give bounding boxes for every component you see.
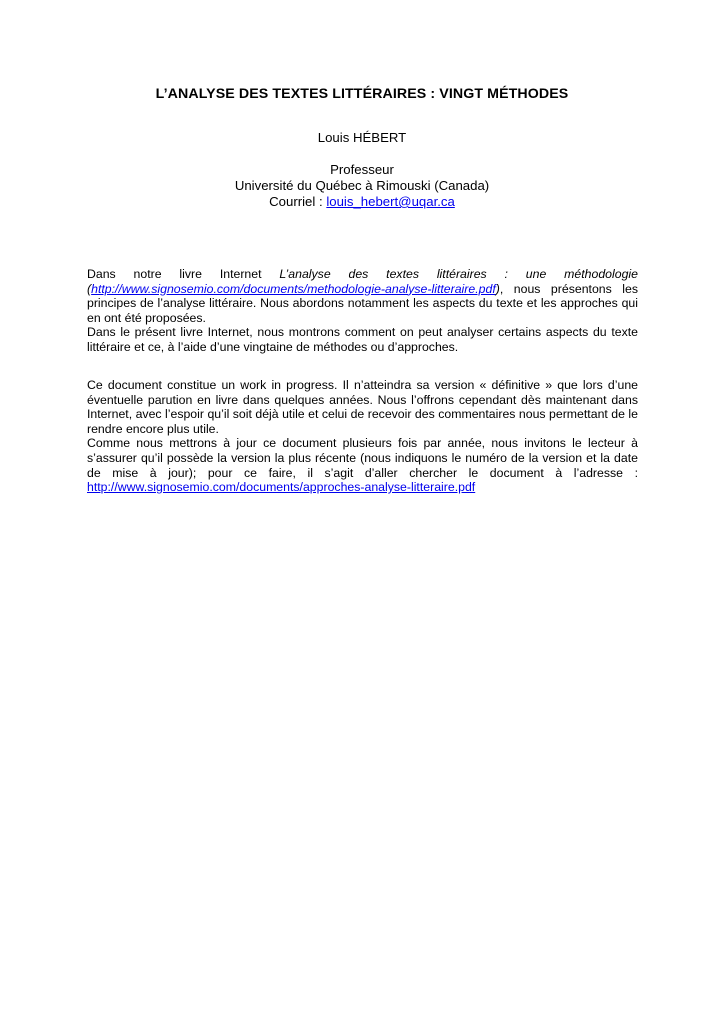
book-title: L’analyse des textes littéraires : une méthodologie [279, 267, 639, 281]
author-email-line [0, 194, 724, 210]
author-role: Professeur [330, 162, 394, 177]
intro-paragraph-1 [87, 267, 638, 325]
notice-paragraph-1: Ce document constitue un work in progress. Il n’atteindra sa version « définitive » que lors d’une éventuelle parution en livre dans quelques années. Nous l’offrons cependant dès maintenant dans Internet, avec l’espoir qu’il soit déjà utile et celui de recevoir des commentaires nous permettant de le rendre encore plus utile. [87, 378, 638, 436]
document-title: L’ANALYSE DES TEXTES LITTÉRAIRES : VINGT MÉTHODES [155, 86, 569, 102]
intro-text-end: , nous présentons les principes de l’analyse littéraire. Nous abordons notamment les aspects du texte et les approches qui en ont été proposées. [87, 281, 638, 325]
paren-close: ) [495, 281, 500, 296]
author-affiliation: Université du Québec à Rimouski (Canada) [234, 178, 490, 193]
author-block [0, 130, 724, 210]
author-name: Louis HÉBERT [317, 130, 407, 145]
intro-paragraph-2: Dans le présent livre Internet, nous montrons comment on peut analyser certains aspects du texte littéraire et ce, à l’aide d’une vingtaine de méthodes ou d’approches. [87, 325, 638, 354]
paren-open: ( [87, 281, 92, 296]
approaches-link[interactable]: http://www.signosemio.com/documents/approches-analyse-litteraire.pdf [87, 480, 476, 495]
intro-text-start: Dans notre livre Internet [87, 267, 280, 281]
notice-block [87, 378, 638, 495]
spacer [0, 146, 724, 162]
email-link[interactable]: louis_hebert@uqar.ca [326, 194, 455, 209]
methodology-link[interactable]: http://www.signosemio.com/documents/methodologie-analyse-litteraire.pdf [91, 281, 496, 296]
email-label: Courriel : [269, 194, 327, 209]
intro-block [87, 267, 638, 355]
notice-text: Comme nous mettrons à jour ce document plusieurs fois par année, nous invitons le lecteur à s’assurer qu’il possède la version la plus récente (nous indiquons le numéro de la version et la date de mise à jour); pour ce faire, il s’agit d’aller chercher le document à l’adresse : [87, 436, 638, 480]
notice-paragraph-2 [87, 436, 638, 494]
